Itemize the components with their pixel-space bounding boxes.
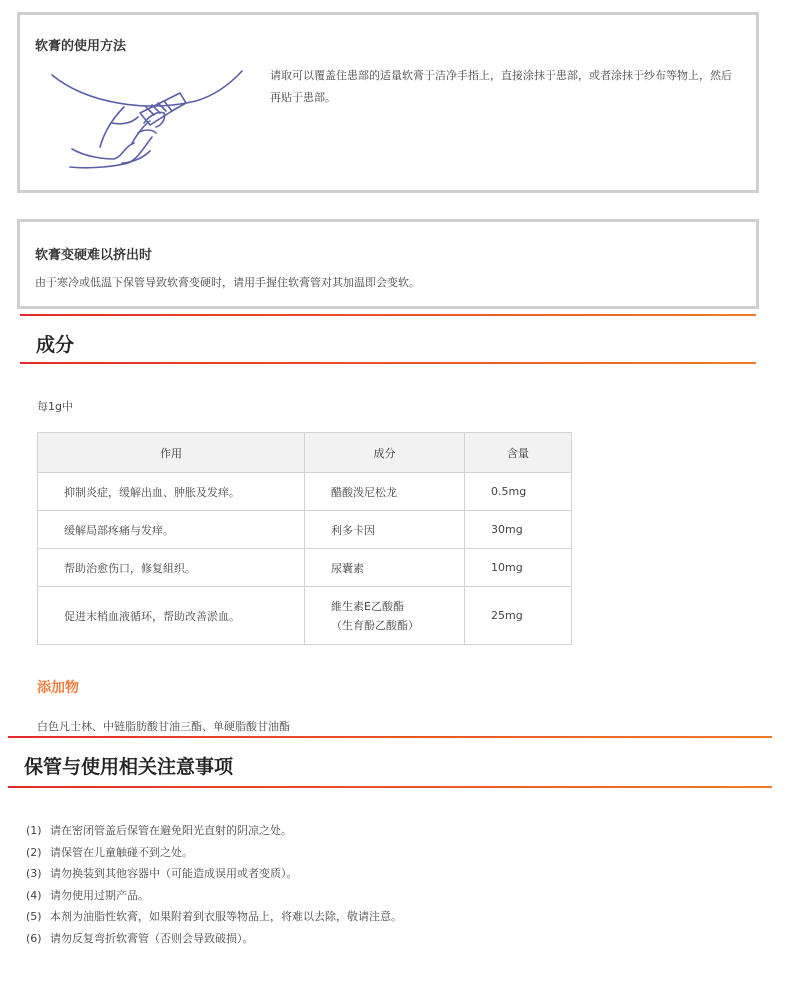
usage-title: 软膏的使用方法 [35,39,127,54]
effect-cell: 缓解局部疼痛与发痒。 [38,511,305,549]
column-header-effect: 作用 [38,433,305,473]
item-number: (3) [26,867,42,881]
item-number: (6) [26,931,42,945]
effect-cell: 帮助治愈伤口，修复組织。 [38,549,305,587]
item-number: (1) [26,824,42,837]
column-header-component: 成分 [305,433,465,473]
precautions-list [26,820,402,950]
additives-title: 添加物 [37,680,79,696]
table-row [38,549,572,587]
column-header-amount: 含量 [465,433,572,473]
component-cell: 醋酸泼尼松龙 [305,473,465,511]
item-number: (5) [26,910,42,924]
item-text: 请勿换装到其他容器中（可能造成误用或者变质）。 [50,867,298,881]
table-row [38,511,572,549]
finger-applying-ointment-icon [46,63,246,183]
component-cell: 利多卡因 [305,511,465,549]
table-row [38,587,572,645]
item-text: 请勿反复弯折软膏管（否则会导致破损）。 [50,931,254,945]
ingredients-table [37,432,572,645]
amount-cell: 10mg [465,549,572,587]
usage-box [17,12,759,193]
item-text: 请勿使用过期产品。 [50,888,149,902]
list-item [26,863,402,885]
divider [20,314,756,316]
usage-text: 请取可以覆盖住患部的适量软膏于洁净手指上，直接涂抹于患部，或者涂抹于纱布等物上，然后再贴于患部。 [270,69,732,104]
item-text: 请在密闭管盖后保管在避免阳光直射的阴凉之处。 [50,824,292,837]
amount-cell: 25mg [465,587,572,645]
component-cell: 尿囊素 [305,549,465,587]
ingredients-title: 成分 [36,334,75,356]
divider [20,362,756,364]
amount-cell: 0.5mg [465,473,572,511]
table-row [38,473,572,511]
divider [8,736,772,738]
list-item [26,820,402,842]
list-item [26,842,402,864]
component-cell [305,587,465,645]
component-line: （生育酚乙酸酯） [331,618,419,632]
per-gram-label: 每1g中 [37,400,73,413]
amount-cell: 30mg [465,511,572,549]
hardened-text: 由于寒冷或低温下保管导致软膏变硬时，请用手握住软膏管对其加温即会变软。 [35,276,420,289]
table-header-row [38,433,572,473]
hardened-title: 软膏变硬难以挤出时 [35,248,153,263]
ingredients-header [20,314,756,366]
hardened-box [17,219,759,309]
list-item [26,906,402,928]
precautions-header [8,736,772,792]
list-item [26,928,402,950]
effect-cell: 抑制炎症，缓解出血、肿胀及发痒。 [38,473,305,511]
item-number: (4) [26,888,42,902]
item-text: 请保管在儿童触碰不到之处。 [50,845,193,859]
precautions-title: 保管与使用相关注意事项 [24,756,234,778]
item-text: 本剂为油脂性软膏，如果附着到衣服等物品上，将难以去除，敬请注意。 [50,910,402,924]
component-line: 維生素E乙酸酯 [331,599,404,613]
effect-cell: 促进末梢血液循环，帮助改善淤血。 [38,587,305,645]
additives-text: 白色凡士林、中链脂肪酸甘油三酯、单硬脂酸甘油酯 [37,720,290,733]
list-item [26,885,402,907]
divider [8,786,772,788]
item-number: (2) [26,845,42,859]
